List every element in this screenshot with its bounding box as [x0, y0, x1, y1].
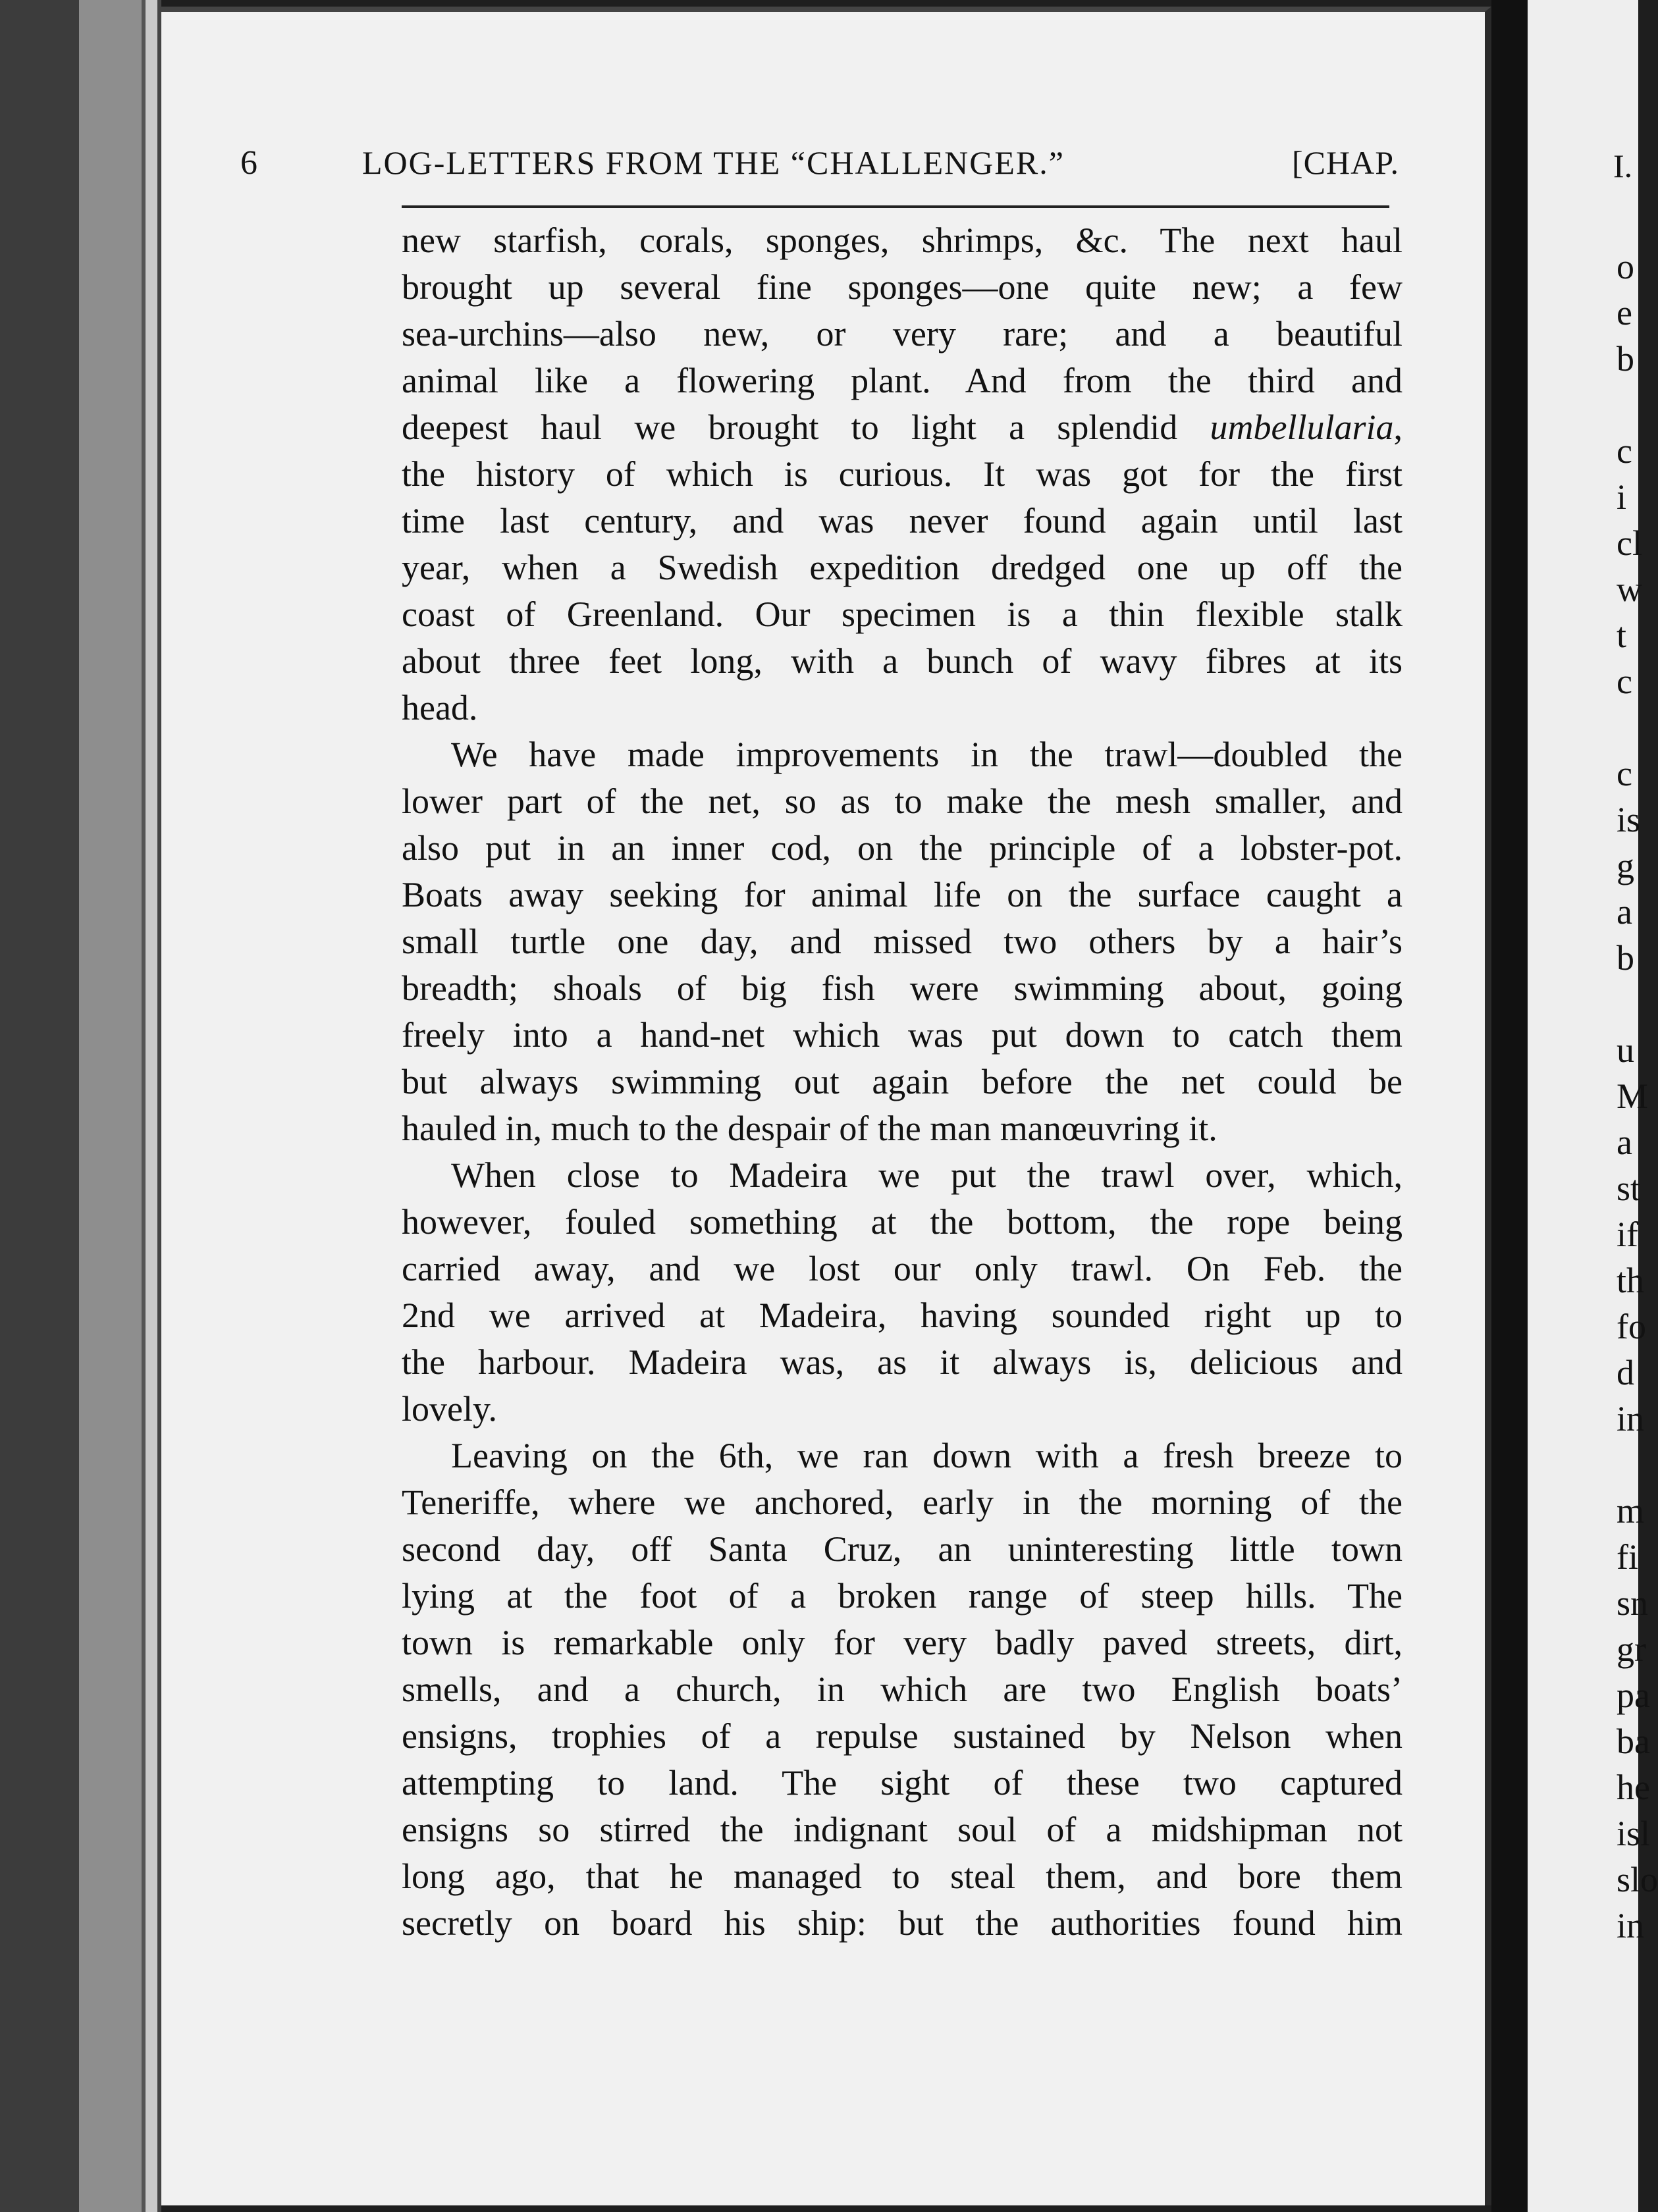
facing-page-fragment: M: [1617, 1076, 1649, 1116]
facing-page-fragment: b: [1617, 938, 1634, 978]
text-line: attempting to land. The sight of these two captured: [402, 1763, 1403, 1803]
text-line: brought up several fine sponges—one quite new; a few: [402, 267, 1403, 307]
text-line: the harbour. Madeira was, as it always is, delicious and: [402, 1342, 1403, 1382]
facing-page-fragment: fi: [1617, 1537, 1638, 1577]
italic-term: umbellularia: [1210, 408, 1394, 447]
facing-page-fragment: w: [1617, 569, 1642, 609]
text-line: the history of which is curious. It was got for the first: [402, 454, 1403, 494]
facing-page-fragment: sn: [1617, 1583, 1649, 1623]
page-number: 6: [240, 144, 258, 182]
facing-page-fragment: if: [1617, 1215, 1638, 1254]
facing-page-fragment: i: [1617, 477, 1627, 517]
facing-page-fragment: b: [1617, 339, 1634, 379]
text-line: about three feet long, with a bunch of wavy fibres at its: [402, 641, 1403, 681]
facing-page-fragment: c: [1617, 754, 1632, 793]
text-line: deepest haul we brought to light a splendid umbellularia,: [402, 408, 1403, 447]
text-line: 2nd we arrived at Madeira, having sounded right up to: [402, 1296, 1403, 1335]
text-line: also put in an inner cod, on the principle of a lobster-pot.: [402, 828, 1403, 868]
text-line: new starfish, corals, sponges, shrimps, &c. The next haul: [402, 221, 1403, 260]
text-line: hauled in, much to the despair of the man manœuvring it.: [402, 1109, 1217, 1148]
facing-page-fragment: gr: [1617, 1629, 1646, 1669]
facing-page-fragment: a: [1617, 892, 1632, 932]
facing-page-fragment: o: [1617, 247, 1634, 286]
text-line: lower part of the net, so as to make the mesh smaller, and: [402, 781, 1403, 821]
facing-page-fragment: ba: [1617, 1722, 1650, 1761]
running-head: LOG-LETTERS FROM THE “CHALLENGER.”: [362, 144, 1065, 181]
text-line: second day, off Santa Cruz, an uninteresting little town: [402, 1529, 1403, 1569]
text-line: smells, and a church, in which are two English boats’: [402, 1670, 1403, 1709]
text-line: Teneriffe, where we anchored, early in the morning of the: [402, 1483, 1403, 1522]
text-line: lying at the foot of a broken range of steep hills. The: [402, 1576, 1403, 1616]
text-line: but always swimming out again before the net could be: [402, 1062, 1403, 1101]
text-line: lovely.: [402, 1389, 497, 1429]
facing-page-fragment: m: [1617, 1491, 1645, 1531]
facing-page-fragment: in: [1617, 1399, 1645, 1438]
text-line: time last century, and was never found again until last: [402, 501, 1403, 540]
book-gutter: [1491, 0, 1528, 2212]
facing-page-fragment: in: [1617, 1906, 1645, 1945]
text-line: sea-urchins—also new, or very rare; and a beautiful: [402, 314, 1403, 354]
text-line: however, fouled something at the bottom, the rope being: [402, 1202, 1403, 1242]
chapter-tag: [CHAP.: [1292, 144, 1399, 181]
facing-page-fragment: d: [1617, 1353, 1634, 1392]
facing-page-fragment: th: [1617, 1261, 1645, 1300]
facing-page-fragment: he: [1617, 1768, 1650, 1807]
facing-page-fragment: c: [1617, 431, 1632, 471]
facing-page-fragment: c: [1617, 662, 1632, 701]
text-line: carried away, and we lost our only trawl. On Feb. the: [402, 1249, 1403, 1288]
text-line: secretly on board his ship: but the authorities found him: [402, 1903, 1403, 1943]
text-line: Leaving on the 6th, we ran down with a fresh breeze to: [451, 1436, 1403, 1475]
text-line: coast of Greenland. Our specimen is a thin flexible stalk: [402, 594, 1403, 634]
page-header: [240, 144, 1399, 190]
body-text: [402, 217, 1403, 1947]
facing-page-fragment: slo: [1617, 1860, 1658, 1899]
text-line: We have made improvements in the trawl—doubled the: [451, 735, 1403, 774]
text-line: breadth; shoals of big fish were swimming about, going: [402, 968, 1403, 1008]
text-line: animal like a flowering plant. And from the third and: [402, 361, 1403, 400]
book-edge-inner: [142, 0, 161, 2212]
facing-page-fragment: e: [1617, 293, 1632, 332]
text-line: When close to Madeira we put the trawl over, which,: [451, 1155, 1403, 1195]
facing-page-fragment: fo: [1617, 1307, 1646, 1346]
text-line: Boats away seeking for animal life on the surface caught a: [402, 875, 1403, 914]
text-line: ensigns, trophies of a repulse sustained by Nelson when: [402, 1716, 1403, 1756]
book-edge-dark: [0, 0, 79, 2212]
text-line: year, when a Swedish expedition dredged one up off the: [402, 548, 1403, 587]
facing-page: [1528, 0, 1658, 2212]
text-line: town is remarkable only for very badly paved streets, dirt,: [402, 1623, 1403, 1662]
text-line: ensigns so stirred the indignant soul of a midshipman not: [402, 1810, 1403, 1849]
text-line: head.: [402, 688, 478, 727]
text-line: small turtle one day, and missed two others by a hair’s: [402, 922, 1403, 961]
book-edge-pages: [79, 0, 142, 2212]
facing-page-fragment: isl: [1617, 1814, 1651, 1853]
facing-page-fragment: t: [1617, 616, 1627, 655]
facing-page-fragment: is: [1617, 800, 1641, 839]
facing-page-fragment: st: [1617, 1169, 1641, 1208]
facing-page-fragment: pa: [1617, 1675, 1650, 1715]
facing-page-fragment: g: [1617, 846, 1634, 885]
text-line: long ago, that he managed to steal them, and bore them: [402, 1856, 1403, 1896]
facing-page-fragment: u: [1617, 1030, 1634, 1070]
header-rule: [402, 205, 1389, 208]
facing-page-fragment: a: [1617, 1122, 1632, 1162]
facing-page-fragment: cl: [1617, 523, 1642, 563]
facing-page-header: I.: [1613, 147, 1633, 184]
text-line: freely into a hand-net which was put down to catch them: [402, 1015, 1403, 1055]
